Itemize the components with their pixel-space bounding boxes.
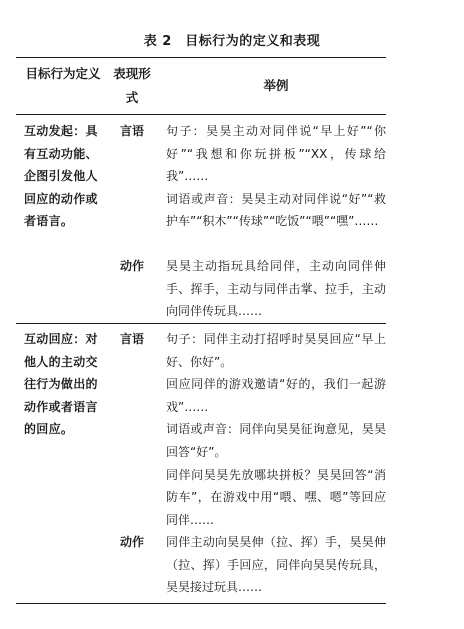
- row-separator-rule: [16, 323, 386, 324]
- example-group-initiation-verbal: [166, 120, 386, 233]
- example-group-initiation-action: [166, 255, 386, 323]
- example-group-response-action: [166, 531, 386, 599]
- definition-initiation: 互动发起：具有互动功能、企图引发他人回应的动作或者语言。: [24, 124, 98, 229]
- form-response-verbal: 言语: [119, 332, 144, 346]
- definition-response: 互动回应：对他人的主动交往行为做出的动作或者语言的回应。: [24, 332, 98, 437]
- example-item: 句子：昊昊主动对同伴说“早上好”“你好”“我想和你玩拼板”“XX，传球给我”……: [166, 124, 386, 184]
- table-bottom-rule: [16, 603, 386, 604]
- table-caption: 表 2 目标行为的定义和表现: [143, 34, 321, 49]
- example-item: 词语或声音：同伴向昊昊征询意见，昊昊回答“好”。: [166, 422, 386, 459]
- form-initiation-action: 动作: [119, 259, 144, 273]
- table-top-rule: [16, 57, 386, 58]
- example-item: 回应同伴的游戏邀请“好的，我们一起游戏”……: [166, 377, 386, 414]
- header-bottom-rule: [16, 114, 386, 115]
- form-response-action: 动作: [119, 535, 144, 549]
- header-example: 举例: [263, 78, 289, 93]
- example-group-response-verbal: [166, 328, 386, 531]
- example-item: 同伴主动向昊昊伸（拉、挥）手，昊昊伸（拉、挥）手回应，同伴向昊昊传玩具，昊昊接过玩具……: [166, 535, 386, 595]
- example-item: 词语或声音：昊昊主动对同伴说“好”“救护车”“积木”“传球”“吃饭”“喂”“嘿”……: [166, 191, 386, 229]
- example-item: 同伴问昊昊先放哪块拼板？昊昊回答“消防车”，在游戏中用“喂、嘿、嗯”等回应同伴……: [166, 467, 386, 527]
- header-form: 表现形式: [113, 66, 151, 105]
- header-definition: 目标行为定义: [25, 66, 101, 81]
- form-initiation-verbal: 言语: [119, 124, 144, 138]
- example-item: 句子：同伴主动打招呼时昊昊回应“早上好、你好”。: [166, 332, 386, 369]
- example-item: 昊昊主动指玩具给同伴，主动向同伴伸手、挥手，主动与同伴击掌、拉手，主动向同伴传玩具……: [166, 259, 386, 319]
